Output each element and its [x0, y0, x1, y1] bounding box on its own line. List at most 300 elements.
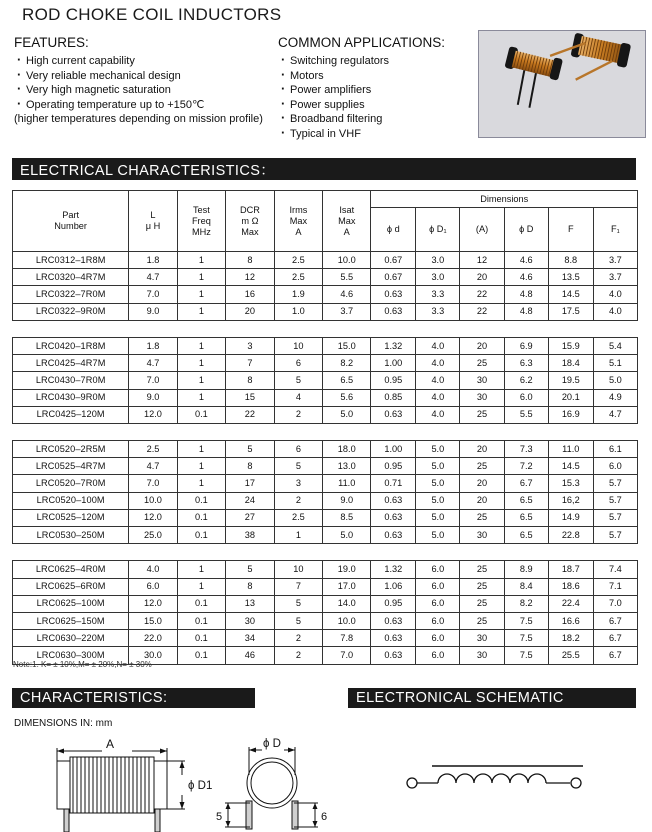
cell-dcr: 7 — [226, 355, 275, 372]
table-row[interactable] — [13, 527, 638, 544]
cell-isat: 14.0 — [323, 595, 371, 612]
cell-phi-d: 0.85 — [371, 389, 416, 406]
cell-test-freq: 0.1 — [177, 406, 225, 423]
cell-dcr: 8 — [226, 578, 275, 595]
cell-test-freq: 0.1 — [177, 612, 225, 629]
cell-F: 14.5 — [548, 458, 593, 475]
cell-F: 18.7 — [548, 561, 593, 578]
cell-F: 15.3 — [548, 475, 593, 492]
cell-dcr: 12 — [226, 269, 275, 286]
cell-A: 22 — [460, 286, 504, 303]
table-row[interactable] — [13, 372, 638, 389]
column-header-part — [13, 191, 129, 252]
cell-A: 20 — [460, 492, 504, 509]
cell-dcr: 13 — [226, 595, 275, 612]
header-line: Isat — [339, 204, 355, 215]
features-footnote: (higher temperatures depending on mission profile) — [14, 113, 263, 125]
cell-F1: 6.7 — [593, 612, 637, 629]
cell-inductance: 1.8 — [129, 337, 177, 354]
cell-isat: 5.5 — [323, 269, 371, 286]
cell-test-freq: 1 — [177, 355, 225, 372]
cell-phi-D1: 3.3 — [416, 286, 460, 303]
cell-dcr: 46 — [226, 647, 275, 664]
cell-A: 25 — [460, 561, 504, 578]
cell-test-freq: 1 — [177, 337, 225, 354]
cell-F: 11.0 — [548, 441, 593, 458]
column-header-dcr — [226, 191, 275, 252]
cell-F1: 7.1 — [593, 578, 637, 595]
table-row[interactable] — [13, 303, 638, 320]
cell-A: 25 — [460, 578, 504, 595]
cell-F: 22.8 — [548, 527, 593, 544]
list-item: · Power supplies — [278, 98, 478, 113]
cell-phi-D: 4.8 — [504, 303, 548, 320]
table-row[interactable] — [13, 492, 638, 509]
header-line: A — [295, 226, 302, 237]
cell-irms: 5 — [274, 595, 322, 612]
column-header-phi-D: ϕ D — [504, 208, 548, 252]
cell-A: 22 — [460, 303, 504, 320]
table-body — [13, 252, 638, 665]
cell-F: 8.8 — [548, 252, 593, 269]
cell-dcr: 20 — [226, 303, 275, 320]
cell-isat: 4.6 — [323, 286, 371, 303]
cell-phi-d: 0.71 — [371, 475, 416, 492]
features-block — [14, 35, 284, 127]
header-line: Max — [338, 215, 356, 226]
cell-F: 14.9 — [548, 509, 593, 526]
cell-phi-D: 4.6 — [504, 269, 548, 286]
cell-phi-d: 1.32 — [371, 337, 416, 354]
cell-part-number: LRC0320–4R7M — [13, 269, 129, 286]
cell-inductance: 15.0 — [129, 612, 177, 629]
cell-dcr: 3 — [226, 337, 275, 354]
cell-part-number: LRC0425–120M — [13, 406, 129, 423]
column-header-test-freq — [177, 191, 225, 252]
cell-part-number: LRC0420–1R8M — [13, 337, 129, 354]
cell-phi-D: 4.6 — [504, 252, 548, 269]
cell-inductance: 22.0 — [129, 630, 177, 647]
section-header-schematic: ELECTRONICAL SCHEMATIC — [348, 688, 636, 708]
cell-phi-D1: 3.3 — [416, 303, 460, 320]
cell-part-number: LRC0625–4R0M — [13, 561, 129, 578]
cell-dcr: 27 — [226, 509, 275, 526]
cell-part-number: LRC0312–1R8M — [13, 252, 129, 269]
cell-phi-D1: 3.0 — [416, 269, 460, 286]
cell-A: 25 — [460, 612, 504, 629]
cell-dcr: 34 — [226, 630, 275, 647]
cell-part-number: LRC0525–4R7M — [13, 458, 129, 475]
cell-dcr: 16 — [226, 286, 275, 303]
cell-irms: 3 — [274, 475, 322, 492]
cell-inductance: 7.0 — [129, 372, 177, 389]
cell-test-freq: 1 — [177, 269, 225, 286]
cell-inductance: 2.5 — [129, 441, 177, 458]
cell-test-freq: 1 — [177, 389, 225, 406]
cell-phi-D: 8.2 — [504, 595, 548, 612]
table-row[interactable] — [13, 286, 638, 303]
cell-inductance: 25.0 — [129, 527, 177, 544]
cell-phi-D1: 6.0 — [416, 612, 460, 629]
cell-A: 30 — [460, 647, 504, 664]
cell-F1: 4.0 — [593, 303, 637, 320]
column-header-F1: F₁ — [593, 208, 637, 252]
cell-inductance: 7.0 — [129, 286, 177, 303]
cell-irms: 2.5 — [274, 269, 322, 286]
header-line: μ H — [145, 221, 161, 231]
cell-phi-D: 5.5 — [504, 406, 548, 423]
cell-irms: 2 — [274, 647, 322, 664]
cell-phi-d: 0.63 — [371, 647, 416, 664]
table-note: Note:1. K= ± 10%,M= ± 20%,N= ± 30% — [13, 660, 152, 669]
cell-A: 20 — [460, 337, 504, 354]
cell-phi-D: 6.3 — [504, 355, 548, 372]
cell-isat: 5.6 — [323, 389, 371, 406]
cell-phi-D1: 6.0 — [416, 630, 460, 647]
cell-A: 25 — [460, 355, 504, 372]
column-header-phi-d-small: ϕ d — [371, 208, 416, 252]
cell-F: 14.5 — [548, 286, 593, 303]
cell-phi-D: 7.5 — [504, 647, 548, 664]
cell-phi-D: 7.5 — [504, 630, 548, 647]
cell-phi-d: 0.63 — [371, 303, 416, 320]
cell-isat: 7.0 — [323, 647, 371, 664]
cell-inductance: 4.7 — [129, 269, 177, 286]
cell-phi-D: 6.5 — [504, 492, 548, 509]
column-header-irms — [274, 191, 322, 252]
cell-inductance: 12.0 — [129, 406, 177, 423]
list-item: · High current capability — [14, 54, 284, 69]
cell-F1: 5.7 — [593, 492, 637, 509]
table-row[interactable] — [13, 355, 638, 372]
cell-dcr: 17 — [226, 475, 275, 492]
cell-A: 30 — [460, 372, 504, 389]
list-item: · Operating temperature up to +150℃ — [14, 98, 284, 113]
cell-A: 30 — [460, 527, 504, 544]
cell-dcr: 30 — [226, 612, 275, 629]
table-header-row — [13, 191, 638, 208]
cell-phi-D: 6.9 — [504, 337, 548, 354]
cell-phi-D: 8.9 — [504, 561, 548, 578]
cell-irms: 10 — [274, 561, 322, 578]
cell-part-number: LRC0322–9R0M — [13, 303, 129, 320]
cell-isat: 5.0 — [323, 406, 371, 423]
cell-part-number: LRC0625–150M — [13, 612, 129, 629]
table-row[interactable] — [13, 389, 638, 406]
header-line: m Ω — [241, 215, 259, 226]
table-group-spacer — [13, 544, 638, 561]
cell-F1: 3.7 — [593, 252, 637, 269]
cell-isat: 5.0 — [323, 527, 371, 544]
cell-irms: 4 — [274, 389, 322, 406]
cell-part-number: LRC0520–7R0M — [13, 475, 129, 492]
cell-isat: 10.0 — [323, 252, 371, 269]
cell-irms: 7 — [274, 578, 322, 595]
cell-dcr: 38 — [226, 527, 275, 544]
cell-isat: 19.0 — [323, 561, 371, 578]
cell-part-number: LRC0530–250M — [13, 527, 129, 544]
cell-phi-d: 0.95 — [371, 372, 416, 389]
cell-isat: 15.0 — [323, 337, 371, 354]
cell-phi-d: 0.63 — [371, 527, 416, 544]
cell-test-freq: 0.1 — [177, 647, 225, 664]
cell-F: 16.9 — [548, 406, 593, 423]
table-group-spacer — [13, 423, 638, 440]
cell-F1: 6.7 — [593, 647, 637, 664]
cell-irms: 1 — [274, 527, 322, 544]
cell-phi-D1: 5.0 — [416, 509, 460, 526]
cell-dcr: 8 — [226, 372, 275, 389]
cell-test-freq: 0.1 — [177, 492, 225, 509]
cell-phi-d: 1.32 — [371, 561, 416, 578]
cell-test-freq: 1 — [177, 561, 225, 578]
header-line: MHz — [191, 226, 211, 237]
cell-dcr: 8 — [226, 252, 275, 269]
dimension-label-right-lead: 6 — [321, 811, 328, 823]
cell-F: 20.1 — [548, 389, 593, 406]
cell-test-freq: 0.1 — [177, 527, 225, 544]
cell-phi-d: 0.63 — [371, 406, 416, 423]
cell-F: 25.5 — [548, 647, 593, 664]
cell-phi-D1: 5.0 — [416, 441, 460, 458]
cell-inductance: 12.0 — [129, 595, 177, 612]
cell-phi-D1: 6.0 — [416, 595, 460, 612]
cell-phi-D: 6.7 — [504, 475, 548, 492]
cell-test-freq: 1 — [177, 441, 225, 458]
cell-phi-D: 6.2 — [504, 372, 548, 389]
list-item: · Broadband filtering — [278, 112, 478, 127]
cell-F1: 3.7 — [593, 269, 637, 286]
cell-test-freq: 1 — [177, 303, 225, 320]
table-group-spacer — [13, 320, 638, 337]
applications-list — [278, 54, 478, 141]
dimensions-unit-label: DIMENSIONS IN: mm — [14, 718, 113, 729]
cell-irms: 2 — [274, 406, 322, 423]
column-header-F: F — [548, 208, 593, 252]
cell-A: 30 — [460, 630, 504, 647]
cell-part-number: LRC0630–220M — [13, 630, 129, 647]
cell-phi-D1: 6.0 — [416, 578, 460, 595]
header-line: Test — [192, 204, 210, 215]
page-title: ROD CHOKE COIL INDUCTORS — [22, 5, 282, 24]
cell-phi-D: 4.8 — [504, 286, 548, 303]
applications-block — [278, 35, 478, 141]
cell-phi-d: 1.06 — [371, 578, 416, 595]
spec-table-container — [12, 190, 638, 665]
cell-phi-d: 0.63 — [371, 492, 416, 509]
table-row[interactable] — [13, 612, 638, 629]
table-row[interactable] — [13, 441, 638, 458]
table-row[interactable] — [13, 252, 638, 269]
list-item: · Motors — [278, 69, 478, 84]
cell-dcr: 5 — [226, 441, 275, 458]
cell-part-number: LRC0520–100M — [13, 492, 129, 509]
cell-phi-D1: 5.0 — [416, 492, 460, 509]
table-row[interactable] — [13, 595, 638, 612]
schematic-drawing — [390, 760, 640, 820]
cell-irms: 2 — [274, 492, 322, 509]
cell-A: 25 — [460, 406, 504, 423]
cell-phi-D1: 4.0 — [416, 372, 460, 389]
cell-phi-D: 7.3 — [504, 441, 548, 458]
table-row[interactable] — [13, 475, 638, 492]
cell-F1: 4.0 — [593, 286, 637, 303]
table-row[interactable] — [13, 578, 638, 595]
cell-F1: 5.4 — [593, 337, 637, 354]
column-header-isat — [323, 191, 371, 252]
cell-F1: 7.4 — [593, 561, 637, 578]
cell-F1: 5.0 — [593, 372, 637, 389]
cell-phi-D1: 4.0 — [416, 337, 460, 354]
cell-test-freq: 1 — [177, 286, 225, 303]
list-item: · Power amplifiers — [278, 83, 478, 98]
cell-dcr: 24 — [226, 492, 275, 509]
list-item: · Typical in VHF — [278, 127, 478, 142]
cell-phi-D1: 4.0 — [416, 406, 460, 423]
cell-isat: 3.7 — [323, 303, 371, 320]
dimension-label-A: A — [105, 737, 115, 751]
cell-inductance: 6.0 — [129, 578, 177, 595]
product-photo — [478, 30, 646, 138]
column-header-A: (A) — [460, 208, 504, 252]
cell-dcr: 15 — [226, 389, 275, 406]
cell-A: 25 — [460, 595, 504, 612]
list-item: · Very high magnetic saturation — [14, 83, 284, 98]
cell-F: 17.5 — [548, 303, 593, 320]
header-line: Max — [241, 226, 259, 237]
cell-F: 18.6 — [548, 578, 593, 595]
cell-part-number: LRC0520–2R5M — [13, 441, 129, 458]
applications-heading: COMMON APPLICATIONS: — [278, 35, 446, 50]
cell-part-number: LRC0625–100M — [13, 595, 129, 612]
cell-part-number: LRC0525–120M — [13, 509, 129, 526]
cell-irms: 5 — [274, 372, 322, 389]
cell-part-number: LRC0322–7R0M — [13, 286, 129, 303]
cell-phi-D: 7.2 — [504, 458, 548, 475]
cell-test-freq: 0.1 — [177, 630, 225, 647]
cell-irms: 2.5 — [274, 252, 322, 269]
cell-irms: 6 — [274, 441, 322, 458]
cell-F1: 7.0 — [593, 595, 637, 612]
cell-inductance: 10.0 — [129, 492, 177, 509]
cell-F1: 6.0 — [593, 458, 637, 475]
column-header-phi-D1: ϕ D₁ — [416, 208, 460, 252]
cell-test-freq: 0.1 — [177, 595, 225, 612]
cell-phi-D1: 4.0 — [416, 355, 460, 372]
table-row[interactable] — [13, 509, 638, 526]
cell-phi-D1: 5.0 — [416, 475, 460, 492]
section-header-characteristics: CHARACTERISTICS: — [12, 688, 255, 708]
cell-F: 13.5 — [548, 269, 593, 286]
header-line: Part — [62, 210, 80, 220]
cell-irms: 6 — [274, 355, 322, 372]
cell-F: 16,2 — [548, 492, 593, 509]
cell-isat: 18.0 — [323, 441, 371, 458]
cell-isat: 7.8 — [323, 630, 371, 647]
table-row[interactable] — [13, 269, 638, 286]
cell-test-freq: 1 — [177, 372, 225, 389]
cell-dcr: 5 — [226, 561, 275, 578]
features-list — [14, 54, 284, 112]
header-line: Irms — [289, 204, 308, 215]
cell-test-freq: 1 — [177, 458, 225, 475]
cell-inductance: 7.0 — [129, 475, 177, 492]
cell-inductance: 1.8 — [129, 252, 177, 269]
cell-F1: 4.7 — [593, 406, 637, 423]
cell-isat: 9.0 — [323, 492, 371, 509]
cell-irms: 10 — [274, 337, 322, 354]
cell-F: 22.4 — [548, 595, 593, 612]
mechanical-drawing — [12, 735, 352, 832]
cell-irms: 2.5 — [274, 509, 322, 526]
cell-F1: 6.7 — [593, 630, 637, 647]
cell-A: 20 — [460, 475, 504, 492]
cell-phi-d: 0.95 — [371, 458, 416, 475]
column-header-inductance — [129, 191, 177, 252]
cell-F1: 5.7 — [593, 527, 637, 544]
table-row[interactable] — [13, 630, 638, 647]
cell-test-freq: 0.1 — [177, 509, 225, 526]
cell-inductance: 9.0 — [129, 389, 177, 406]
cell-F: 18.4 — [548, 355, 593, 372]
cell-phi-D: 6.5 — [504, 509, 548, 526]
cell-irms: 1.9 — [274, 286, 322, 303]
dimension-label-left-lead: 5 — [216, 811, 223, 823]
cell-isat: 13.0 — [323, 458, 371, 475]
cell-F1: 6.1 — [593, 441, 637, 458]
table-row[interactable] — [13, 337, 638, 354]
table-row[interactable] — [13, 561, 638, 578]
cell-test-freq: 1 — [177, 252, 225, 269]
cell-F1: 5.7 — [593, 475, 637, 492]
cell-F1: 4.9 — [593, 389, 637, 406]
cell-irms: 5 — [274, 612, 322, 629]
cell-irms: 1.0 — [274, 303, 322, 320]
header-line: L — [150, 210, 156, 220]
cell-part-number: LRC0425–4R7M — [13, 355, 129, 372]
header-line: DCR — [239, 204, 260, 215]
cell-part-number: LRC0630–300M — [13, 647, 129, 664]
cell-A: 20 — [460, 269, 504, 286]
cell-test-freq: 1 — [177, 578, 225, 595]
cell-A: 25 — [460, 458, 504, 475]
cell-irms: 2 — [274, 630, 322, 647]
cell-dcr: 22 — [226, 406, 275, 423]
cell-inductance: 4.7 — [129, 458, 177, 475]
cell-A: 12 — [460, 252, 504, 269]
cell-phi-D: 7.5 — [504, 612, 548, 629]
header-line: Number — [54, 221, 87, 231]
cell-phi-d: 0.95 — [371, 595, 416, 612]
spec-table — [12, 190, 638, 665]
cell-part-number: LRC0430–7R0M — [13, 372, 129, 389]
dimension-label-D: ϕ D — [263, 738, 281, 750]
cell-F1: 5.1 — [593, 355, 637, 372]
cell-isat: 8.5 — [323, 509, 371, 526]
cell-part-number: LRC0430–9R0M — [13, 389, 129, 406]
cell-isat: 6.5 — [323, 372, 371, 389]
cell-inductance: 4.7 — [129, 355, 177, 372]
cell-phi-d: 0.63 — [371, 286, 416, 303]
cell-test-freq: 1 — [177, 475, 225, 492]
section-header-electrical: ELECTRICAL CHARACTERISTICS： — [12, 158, 636, 180]
cell-phi-d: 0.67 — [371, 269, 416, 286]
cell-phi-d: 0.67 — [371, 252, 416, 269]
table-row[interactable] — [13, 406, 638, 423]
table-row[interactable] — [13, 458, 638, 475]
cell-phi-D1: 5.0 — [416, 527, 460, 544]
cell-isat: 8.2 — [323, 355, 371, 372]
